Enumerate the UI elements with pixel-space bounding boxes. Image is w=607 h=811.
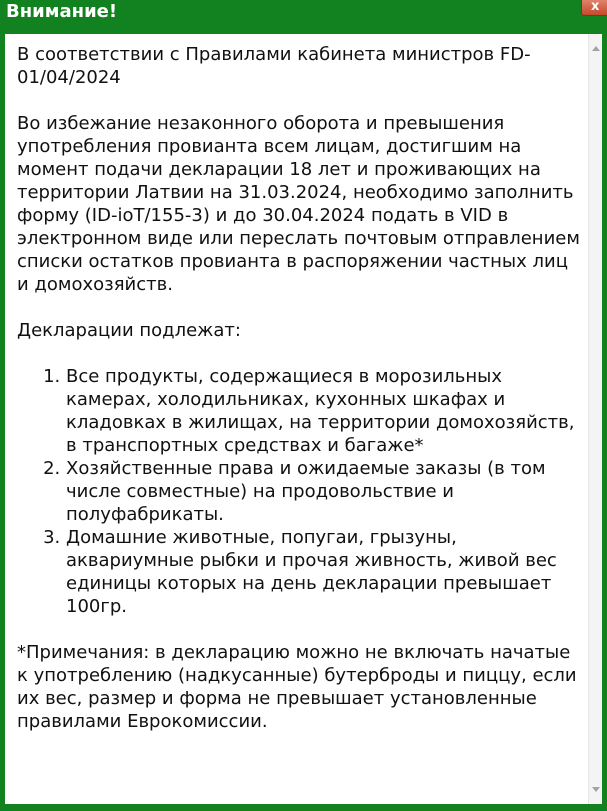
close-icon: x <box>591 0 600 14</box>
list-item: 2. Хозяйственные права и ожидаемые заказы (в том числе совместные) на продовольствие и полуфабрикаты. <box>66 457 585 526</box>
window-title: Внимание! <box>6 1 118 22</box>
message-text <box>17 43 585 756</box>
title-bar[interactable] <box>0 0 607 32</box>
footnote-paragraph: *Примечания: в декларацию можно не включать начатые к употреблению (надкусанные) бутерброды и пиццу, если их вес, размер и форма не превышает установленные правилами Еврокомиссии. <box>17 642 577 732</box>
vertical-scrollbar[interactable] <box>588 34 602 804</box>
list-heading: Декларации подлежат: <box>17 320 241 341</box>
declaration-list <box>17 365 585 618</box>
list-item: 3. Домашние животные, попугаи, грызуны, аквариумные рыбки и прочая живность, живой вес единицы которых на день декларации превышает 100гр. <box>66 526 585 618</box>
message-panel <box>5 34 602 804</box>
body-paragraph: Во избежание незаконного оборота и превышения употребления провианта всем лицам, достигшим на момент подачи декларации 18 лет и проживающих на территории Латвии на 31.03.2024, необходимо заполнить форму (ID-ioT/155-3) и до 30.04.2024 подать в VID в электронном виде или переслать почтовым отправлением списки остатков провианта в распоряжении частных лиц и домохозяйств. <box>17 113 580 295</box>
list-item: 1. Все продукты, содержащиеся в морозильных камерах, холодильниках, кухонных шкафах и кладовках в жилищах, на территории домохозяйств, в транспортных средствах и багаже* <box>66 365 585 457</box>
close-button[interactable] <box>581 0 607 16</box>
scroll-up-icon[interactable] <box>592 46 600 51</box>
intro-paragraph: В соответствии с Правилами кабинета министров FD-01/04/2024 <box>17 44 531 88</box>
scroll-down-icon[interactable] <box>592 787 600 792</box>
